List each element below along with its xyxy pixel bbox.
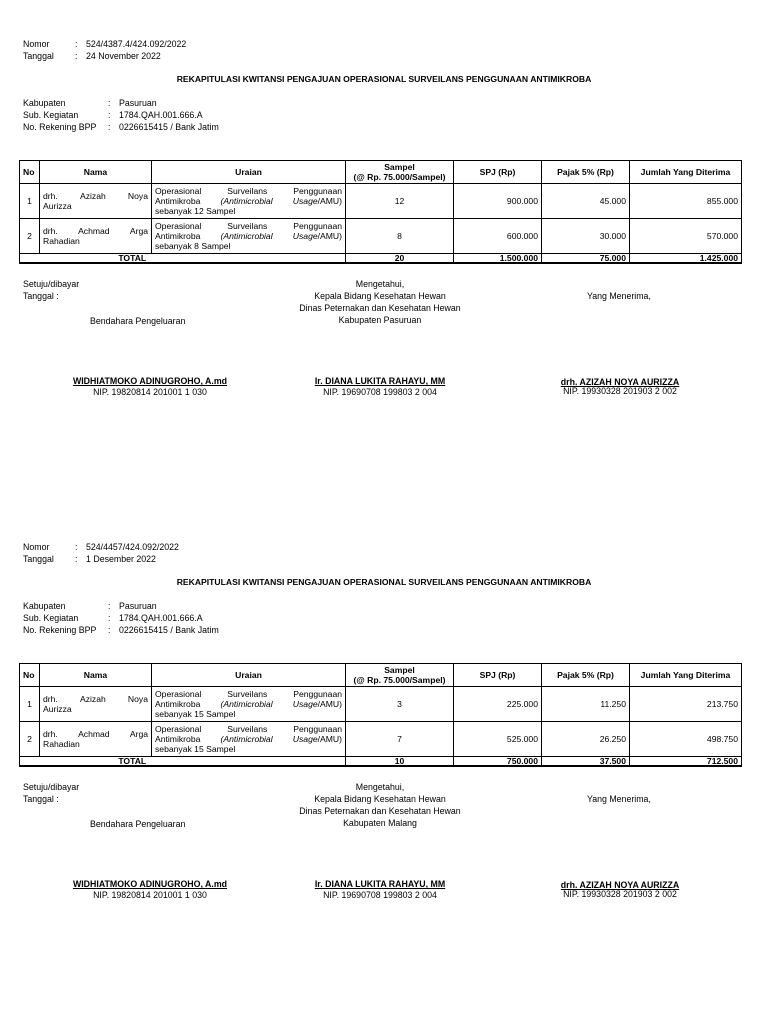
setuju-label: Setuju/dibayar (23, 782, 80, 792)
cell-spj: 600.000 (454, 219, 542, 254)
colon: : (75, 542, 78, 552)
total-jumlah: 1.425.000 (630, 254, 742, 264)
cell-uraian: Operasional Surveilans Penggunaan Antimikroba (Antimicrobial Usage/AMU) sebanyak 15 Sampel (152, 722, 346, 757)
header-uraian: Uraian (152, 161, 346, 184)
cell-pajak: 30.000 (542, 219, 630, 254)
total-pajak: 37.500 (542, 757, 630, 767)
header-nama: Nama (40, 161, 152, 184)
rekening-value: 0226615415 / Bank Jatim (119, 625, 219, 635)
header-no: No (20, 161, 40, 184)
signatory-name-3: drh. AZIZAH NOYA AURIZZA (560, 880, 680, 890)
table-row (20, 687, 742, 722)
subkegiatan-label: Sub. Kegiatan (23, 110, 79, 120)
subkegiatan-value: 1784.QAH.001.666.A (119, 110, 203, 120)
cell-sampel: 7 (346, 722, 454, 757)
kepala-line2: Dinas Peternakan dan Kesehatan Hewan (299, 806, 461, 816)
colon: : (75, 554, 78, 564)
cell-uraian: Operasional Surveilans Penggunaan Antimikroba (Antimicrobial Usage/AMU) sebanyak 12 Sampel (152, 184, 346, 219)
cell-no: 1 (20, 687, 40, 722)
total-spj: 750.000 (454, 757, 542, 767)
colon: : (75, 51, 78, 61)
cell-pajak: 11.250 (542, 687, 630, 722)
bendahara-label: Bendahara Pengeluaran (90, 316, 186, 326)
header-nama: Nama (40, 664, 152, 687)
recap-table (19, 663, 742, 767)
kepala-line1: Kepala Bidang Kesehatan Hewan (314, 794, 446, 804)
table-row (20, 219, 742, 254)
cell-uraian: Operasional Surveilans Penggunaan Antimikroba (Antimicrobial Usage/AMU) sebanyak 8 Sampel (152, 219, 346, 254)
cell-spj: 525.000 (454, 722, 542, 757)
cell-nama: drh. Azizah Noya Aurizza (40, 687, 152, 722)
kepala-line1: Kepala Bidang Kesehatan Hewan (314, 291, 446, 301)
tanggal-value: 1 Desember 2022 (86, 554, 156, 564)
mengetahui-label: Mengetahui, (355, 279, 405, 289)
kepala-line2: Dinas Peternakan dan Kesehatan Hewan (299, 303, 461, 313)
signatory-nip-3: NIP. 19930328 201903 2 002 (563, 889, 677, 899)
sign-date-label: Tanggal : (23, 794, 59, 804)
total-row (20, 254, 742, 264)
colon: : (108, 601, 111, 611)
total-row (20, 757, 742, 767)
header-no: No (20, 664, 40, 687)
cell-jumlah: 570.000 (630, 219, 742, 254)
cell-sampel: 3 (346, 687, 454, 722)
header-pajak: Pajak 5% (Rp) (542, 664, 630, 687)
setuju-label: Setuju/dibayar (23, 279, 80, 289)
signatory-nip-2: NIP. 19690708 199803 2 004 (323, 890, 437, 900)
bendahara-label: Bendahara Pengeluaran (90, 819, 186, 829)
document-title: REKAPITULASI KWITANSI PENGAJUAN OPERASIONAL SURVEILANS PENGGUNAAN ANTIMIKROBA (176, 577, 592, 587)
header-spj: SPJ (Rp) (454, 664, 542, 687)
nomor-value: 524/4457/424.092/2022 (86, 542, 179, 552)
recap-document (0, 503, 768, 1003)
total-spj: 1.500.000 (454, 254, 542, 264)
colon: : (108, 98, 111, 108)
mengetahui-label: Mengetahui, (355, 782, 405, 792)
colon: : (75, 39, 78, 49)
signatory-nip-3: NIP. 19930328 201903 2 002 (563, 386, 677, 396)
table-row (20, 722, 742, 757)
colon: : (108, 122, 111, 132)
cell-pajak: 26.250 (542, 722, 630, 757)
cell-jumlah: 213.750 (630, 687, 742, 722)
total-pajak: 75.000 (542, 254, 630, 264)
header-jumlah: Jumlah Yang Diterima (630, 664, 742, 687)
recap-document (0, 0, 768, 500)
document-title: REKAPITULASI KWITANSI PENGAJUAN OPERASIONAL SURVEILANS PENGGUNAAN ANTIMIKROBA (176, 74, 592, 84)
cell-spj: 225.000 (454, 687, 542, 722)
cell-jumlah: 498.750 (630, 722, 742, 757)
kepala-line3: Kabupaten Pasuruan (338, 315, 422, 325)
signatory-name-2: Ir. DIANA LUKITA RAHAYU, MM (314, 376, 446, 386)
kabupaten-value: Pasuruan (119, 98, 157, 108)
total-label: TOTAL (40, 757, 346, 767)
kabupaten-label: Kabupaten (23, 98, 66, 108)
colon: : (108, 613, 111, 623)
total-jumlah: 712.500 (630, 757, 742, 767)
total-sampel: 20 (346, 254, 454, 264)
cell-no: 2 (20, 722, 40, 757)
kabupaten-value: Pasuruan (119, 601, 157, 611)
total-sampel: 10 (346, 757, 454, 767)
cell-jumlah: 855.000 (630, 184, 742, 219)
tanggal-label: Tanggal (23, 554, 54, 564)
cell-no: 2 (20, 219, 40, 254)
tanggal-label: Tanggal (23, 51, 54, 61)
signatory-name-1: WIDHIATMOKO ADINUGROHO, A.md (72, 376, 228, 386)
header-sampel: Sampel (@ Rp. 75.000/Sampel) (346, 664, 454, 687)
header-jumlah: Jumlah Yang Diterima (630, 161, 742, 184)
signatory-nip-1: NIP. 19820814 201001 1 030 (93, 890, 207, 900)
cell-pajak: 45.000 (542, 184, 630, 219)
penerima-label: Yang Menerima, (587, 794, 651, 804)
rekening-label: No. Rekening BPP (23, 122, 97, 132)
colon: : (108, 110, 111, 120)
nomor-label: Nomor (23, 39, 50, 49)
nomor-value: 524/4387.4/424.092/2022 (86, 39, 187, 49)
header-pajak: Pajak 5% (Rp) (542, 161, 630, 184)
kabupaten-label: Kabupaten (23, 601, 66, 611)
cell-nama: drh. Achmad Arga Rahadian (40, 219, 152, 254)
total-label: TOTAL (40, 254, 346, 264)
nomor-label: Nomor (23, 542, 50, 552)
signatory-name-2: Ir. DIANA LUKITA RAHAYU, MM (314, 879, 446, 889)
subkegiatan-value: 1784.QAH.001.666.A (119, 613, 203, 623)
colon: : (108, 625, 111, 635)
table-row (20, 184, 742, 219)
cell-no: 1 (20, 184, 40, 219)
header-uraian: Uraian (152, 664, 346, 687)
header-sampel: Sampel (@ Rp. 75.000/Sampel) (346, 161, 454, 184)
header-spj: SPJ (Rp) (454, 161, 542, 184)
kepala-line3: Kabupaten Malang (343, 818, 417, 828)
cell-uraian: Operasional Surveilans Penggunaan Antimikroba (Antimicrobial Usage/AMU) sebanyak 15 Sampel (152, 687, 346, 722)
cell-spj: 900.000 (454, 184, 542, 219)
cell-sampel: 8 (346, 219, 454, 254)
signatory-name-3: drh. AZIZAH NOYA AURIZZA (560, 377, 680, 387)
penerima-label: Yang Menerima, (587, 291, 651, 301)
tanggal-value: 24 November 2022 (86, 51, 161, 61)
signatory-nip-2: NIP. 19690708 199803 2 004 (323, 387, 437, 397)
signatory-nip-1: NIP. 19820814 201001 1 030 (93, 387, 207, 397)
sign-date-label: Tanggal : (23, 291, 59, 301)
recap-table (19, 160, 742, 264)
cell-nama: drh. Achmad Arga Rahadian (40, 722, 152, 757)
rekening-label: No. Rekening BPP (23, 625, 97, 635)
subkegiatan-label: Sub. Kegiatan (23, 613, 79, 623)
rekening-value: 0226615415 / Bank Jatim (119, 122, 219, 132)
signatory-name-1: WIDHIATMOKO ADINUGROHO, A.md (72, 879, 228, 889)
cell-sampel: 12 (346, 184, 454, 219)
cell-nama: drh. Azizah Noya Aurizza (40, 184, 152, 219)
